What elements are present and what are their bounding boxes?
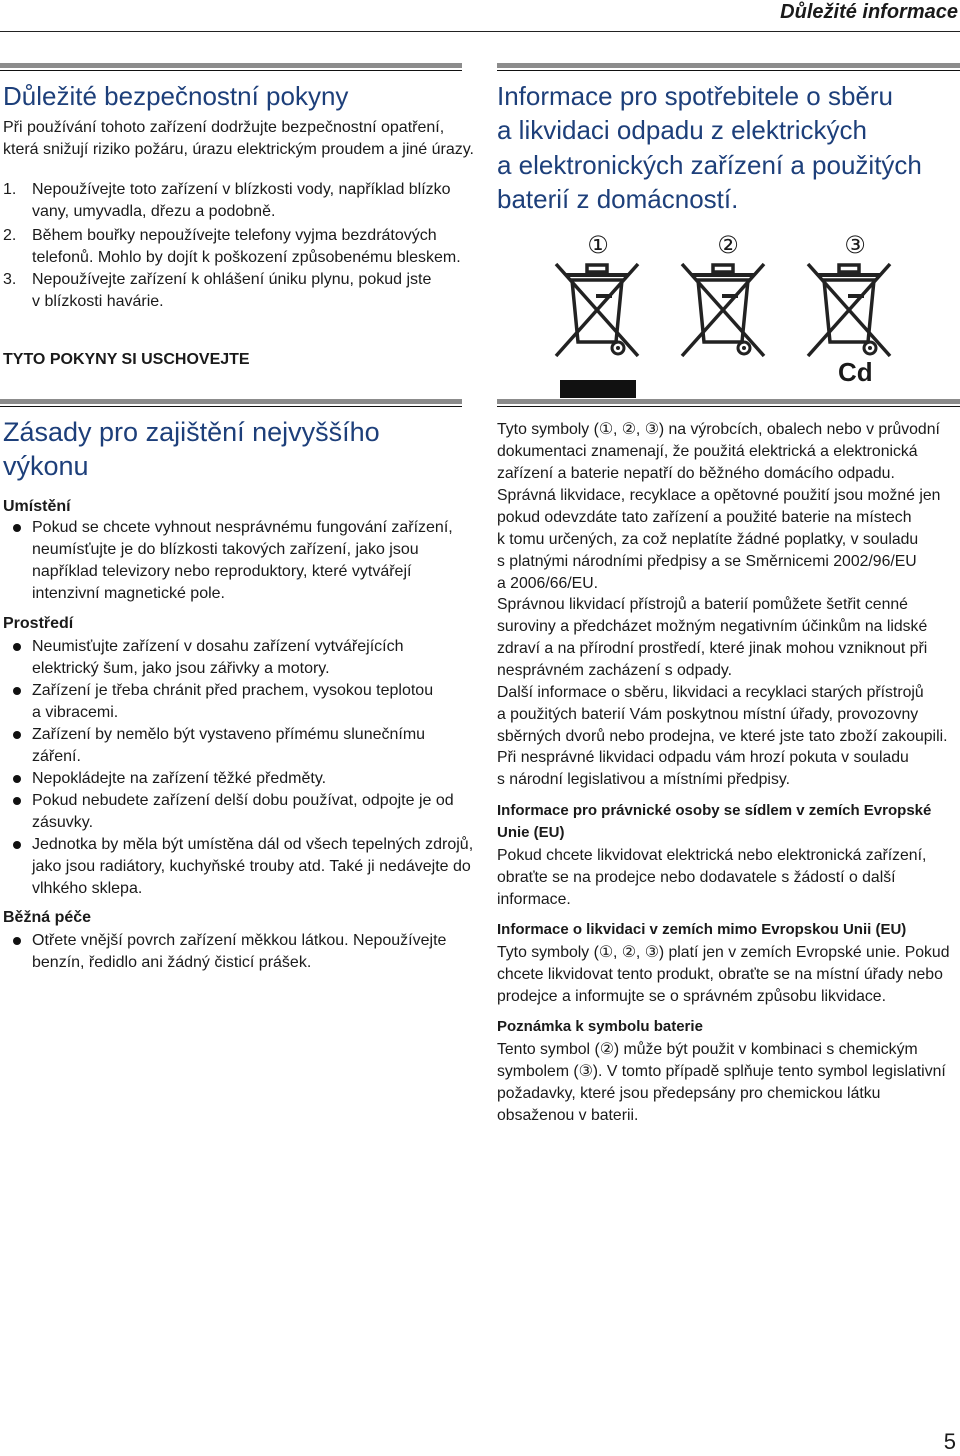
text-line: Pokud nebudete zařízení delší dobu používat, odpojte je od [32, 792, 454, 809]
text-line: s platnými národními předpisy a se Směrnicemi 2002/96/EU [497, 553, 917, 570]
heading-line: a likvidaci odpadu z elektrických [497, 115, 867, 146]
text-line: Během bouřky nepoužívejte telefony vyjma bezdrátových [32, 227, 437, 244]
symbol-number-3: ③ [844, 231, 866, 259]
heading-line: Informace pro spotřebitele o sběru [497, 81, 893, 111]
text-line: obraťte se na prodejce nebo dodavatele s žádostí o další [497, 869, 896, 886]
text-line: a 2006/66/EU. [497, 575, 598, 592]
safety-intro [3, 117, 474, 161]
text-line: Otřete vnější povrch zařízení měkkou látkou. Nepoužívejte [32, 932, 447, 949]
text-line: benzín, ředidlo ani žádný čisticí prášek. [32, 954, 312, 971]
text-line: suroviny a předcházet možným negativním účinkům na lidské [497, 618, 928, 635]
text-line: intenzivní magnetické pole. [32, 585, 225, 602]
crossed-out-bin-icon [804, 260, 894, 360]
bullet-item [3, 768, 326, 790]
list-number: 3. [3, 271, 17, 288]
text-line: jako jsou radiátory, kuchyňské trouby atd. Také ji nedávejte do [32, 858, 471, 875]
text-line: Při nesprávné likvidaci odpadu vám hrozí pokuta v souladu [497, 749, 909, 766]
text-line: Správnou likvidací přístrojů a baterií pomůžete šetřit cenné [497, 596, 908, 613]
text-line: symbolem (③). V tomto případě splňuje tento symbol legislativní [497, 1063, 946, 1080]
text-line: Nepoužívejte toto zařízení v blízkosti vody, například blízko [32, 181, 451, 198]
text-line: dokumentaci znamenají, že použitá elektrická a elektronická [497, 443, 918, 460]
text-line: s národní legislativou a místními předpisy. [497, 771, 790, 788]
performance-heading [3, 415, 380, 483]
text-line: Pokud chcete likvidovat elektrická nebo elektronická zařízení, [497, 847, 927, 864]
chemical-symbol-label: Cd [838, 357, 873, 387]
text-line: která snižují riziko požáru, úrazu elektrickým proudem a jiné úrazy. [3, 141, 474, 158]
paragraph [497, 485, 940, 595]
paragraph [497, 747, 909, 791]
text-line: Zařízení je třeba chránit před prachem, vysokou teplotou [32, 682, 434, 699]
text-line: a použitých baterií Vám poskytnou místní úřady, provozovny [497, 706, 919, 723]
bullet-item [3, 680, 433, 724]
text-line: elektrický šum, jako jsou zářivky a motory. [32, 660, 330, 677]
paragraph [497, 942, 950, 1008]
safety-list-item [3, 225, 461, 269]
subsection-title-care: Běžná péče [3, 909, 92, 926]
text-line: Správná likvidace, recyklace a opětovné použití jsou možné jen [497, 487, 941, 504]
section-rule [497, 399, 960, 407]
heading-line: výkonu [3, 451, 89, 481]
text-line: Při používání tohoto zařízení dodržujte bezpečnostní opatření, [3, 119, 445, 136]
text-line: prodejce a informujte se o správném způsobu likvidace. [497, 988, 886, 1005]
list-number: 2. [3, 227, 17, 244]
text-line: Pokud se chcete vyhnout nesprávnému fungování zařízení, [32, 519, 453, 536]
text-line: záření. [32, 748, 81, 765]
text-line: v blízkosti havárie. [32, 293, 164, 310]
bullet-icon [3, 724, 32, 746]
symbol-number-1: ① [587, 231, 609, 259]
text-line: neumísťujte je do blízkosti takových zařízení, jako jsou [32, 541, 419, 558]
bullet-icon [3, 636, 32, 658]
text-line: k tomu určených, za což neplatíte žádné poplatky, v souladu [497, 531, 919, 548]
section-rule [0, 399, 462, 407]
section-rule [497, 63, 960, 71]
heading-line: a elektronických zařízení a použitých [497, 149, 922, 180]
bullet-icon [3, 790, 32, 812]
text-line: informace. [497, 891, 571, 908]
text-line: Tento symbol (②) může být použit v kombinaci s chemickým [497, 1041, 918, 1058]
text-line: Jednotka by měla být umístěna dál od všech tepelných zdrojů, [32, 836, 474, 853]
text-line: Neumisťujte zařízení v dosahu zařízení vytvářejících [32, 638, 404, 655]
subsection-title-placement: Umístění [3, 498, 71, 515]
page-header-title: Důležité informace [780, 1, 958, 23]
text-line: Tyto symboly (①, ②, ③) na výrobcích, obalech nebo v průvodní [497, 421, 940, 438]
bullet-icon [3, 768, 32, 790]
paragraph [497, 594, 927, 682]
title-line: Unie (EU) [497, 824, 565, 841]
text-line: Nepoužívejte zařízení k ohlášení úniku plynu, pokud jste [32, 271, 432, 288]
safety-heading: Důležité bezpečnostní pokyny [3, 81, 349, 111]
safety-list-item [3, 269, 431, 313]
text-line: vlhkého sklepa. [32, 880, 143, 897]
text-line: Tyto symboly (①, ②, ③) platí jen v zemích Evropské unie. Pokud [497, 944, 950, 961]
text-line: vany, umyvadla, dřezu a podobně. [32, 203, 276, 220]
page-number: 5 [943, 1429, 956, 1454]
text-line: zásuvky. [32, 814, 94, 831]
crossed-out-bin-icon [678, 260, 768, 360]
text-line: nesprávném zacházení s odpady. [497, 662, 733, 679]
text-line: a vibracemi. [32, 704, 119, 721]
text-line: Zařízení by nemělo být vystaveno přímému slunečnímu [32, 726, 426, 743]
business-users-title [497, 800, 931, 844]
text-line: chcete likvidovat tento produkt, obraťte se na místní úřady nebo [497, 966, 943, 983]
text-line: Nepokládejte na zařízení těžké předměty. [32, 770, 327, 787]
text-line: zdraví a na přírodní prostředí, které jinak mohou vzniknout při [497, 640, 928, 657]
text-line: zařízení a baterie nepatří do běžného domácího odpadu. [497, 465, 895, 482]
header-rule [0, 31, 960, 32]
text-line: Další informace o sběru, likvidaci a recyklaci starých přístrojů [497, 684, 924, 701]
bullet-item [3, 517, 453, 605]
paragraph [497, 845, 926, 911]
paragraph [497, 1039, 946, 1127]
subsection-title-environment: Prostředí [3, 615, 74, 632]
black-bar-marking [560, 380, 636, 398]
section-rule [0, 63, 462, 71]
text-line: například televizory nebo reproduktory, které vytvářejí [32, 563, 412, 580]
text-line: obsaženou v baterii. [497, 1107, 639, 1124]
bullet-icon [3, 680, 32, 702]
heading-line: Zásady pro zajištění nejvyššího [3, 417, 380, 447]
bullet-item [3, 790, 454, 834]
disposal-heading [497, 79, 922, 216]
list-number: 1. [3, 181, 17, 198]
heading-line: baterií z domácností. [497, 183, 739, 214]
paragraph [497, 682, 947, 748]
bullet-icon [3, 834, 32, 856]
safety-list-item [3, 179, 451, 223]
bullet-icon [3, 930, 32, 952]
text-line: telefonů. Mohlo by dojít k poškození způsobenému bleskem. [32, 249, 461, 266]
title-line: Informace pro právnické osoby se sídlem v zemích Evropské [497, 802, 932, 819]
crossed-out-bin-icon [552, 260, 642, 360]
bullet-item [3, 724, 425, 768]
bullet-item [3, 834, 473, 900]
battery-note-title: Poznámka k symbolu baterie [497, 1018, 703, 1035]
symbol-number-2: ② [717, 231, 739, 259]
bullet-icon [3, 517, 32, 539]
text-line: pokud odevzdáte tato zařízení a použité baterie na místech [497, 509, 912, 526]
bullet-item [3, 636, 404, 680]
text-line: sběrných dvorů nebo prodejna, ve které jste tato zboží zakoupili. [497, 728, 948, 745]
outside-eu-title: Informace o likvidaci v zemích mimo Evropskou Unii (EU) [497, 921, 907, 938]
paragraph [497, 419, 940, 485]
bullet-item [3, 930, 446, 974]
keep-instructions-note: TYTO POKYNY SI USCHOVEJTE [3, 351, 250, 368]
text-line: požadavky, které jsou předepsány pro chemickou látku [497, 1085, 881, 1102]
